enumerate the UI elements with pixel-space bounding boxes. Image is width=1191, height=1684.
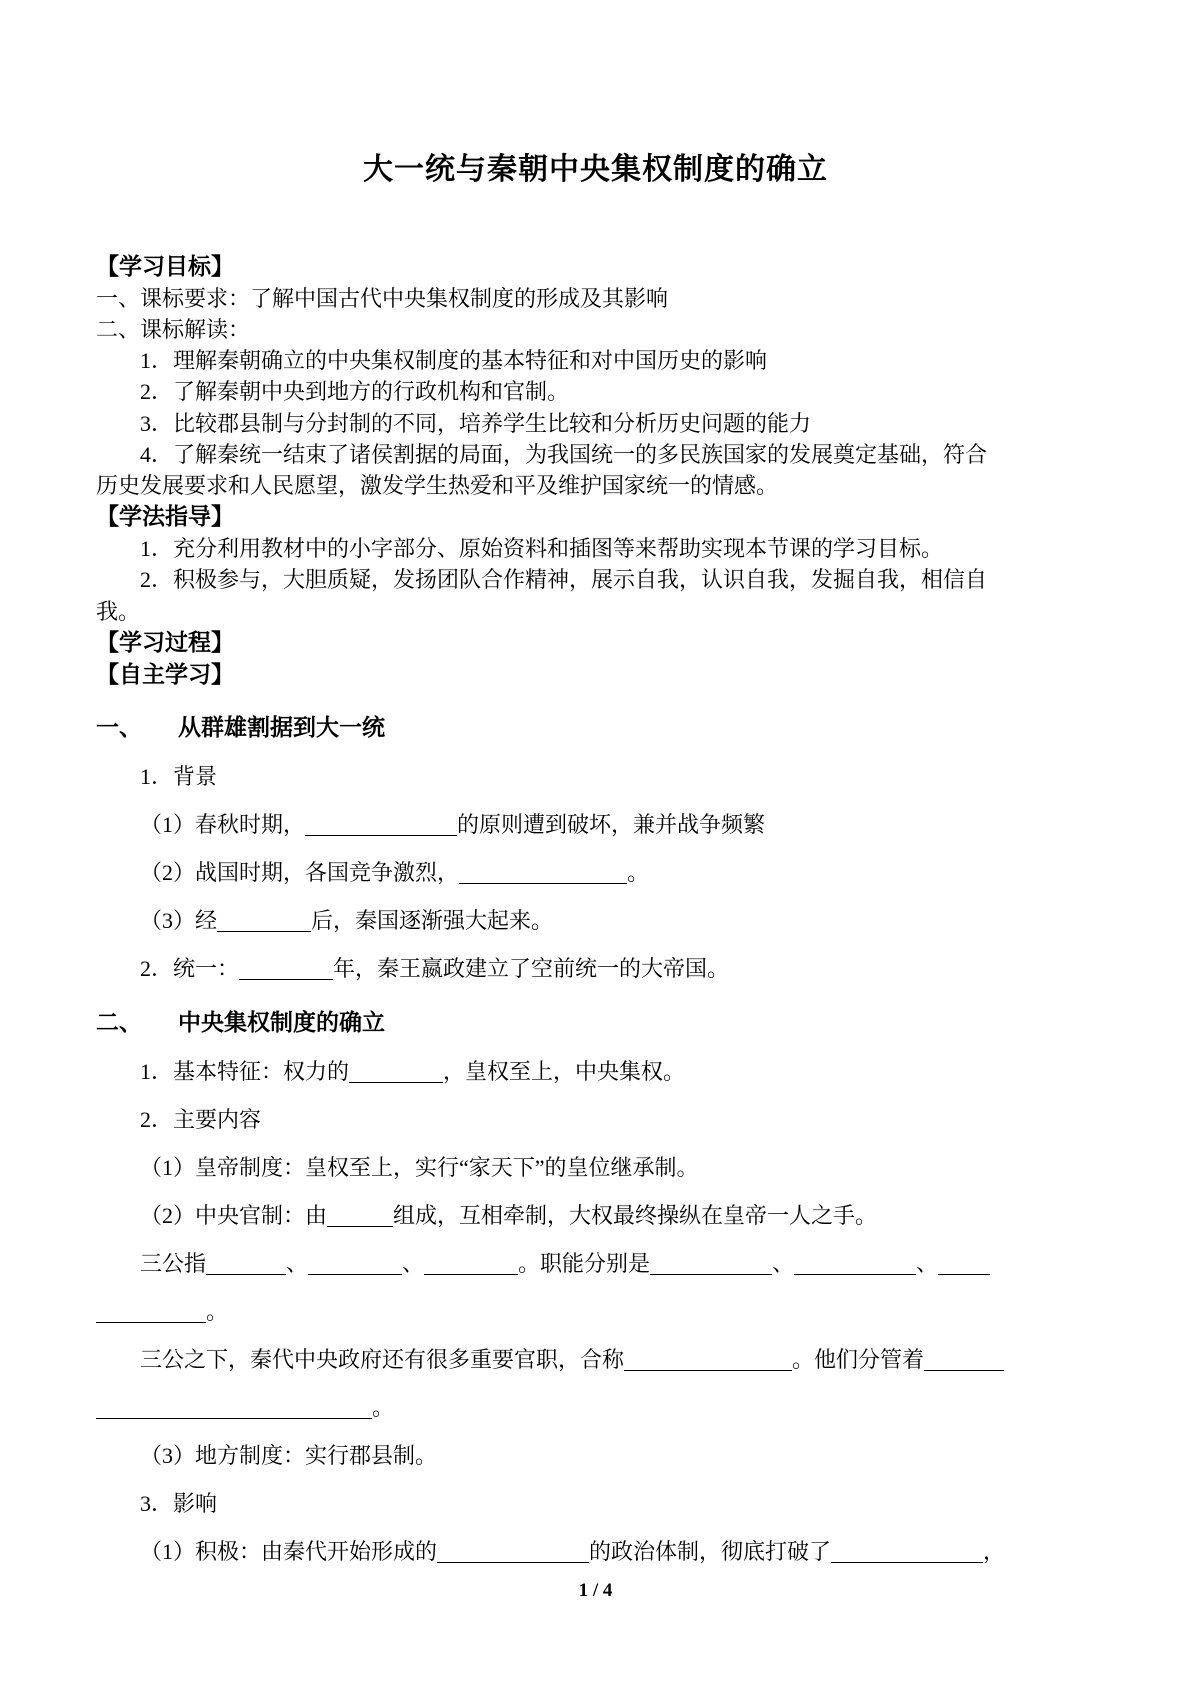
blank-field[interactable] xyxy=(794,1250,916,1274)
blank-field[interactable] xyxy=(305,812,457,836)
part-two-item-1 xyxy=(96,1055,1095,1088)
blank-field[interactable] xyxy=(938,1250,990,1274)
sangong-sep-3: 、 xyxy=(772,1250,795,1276)
spacer-2 xyxy=(96,841,1095,856)
blank-field[interactable] xyxy=(624,1346,792,1370)
sangong-label-2: 。职能分别是 xyxy=(518,1250,651,1276)
blank-field[interactable] xyxy=(650,1250,772,1274)
sangong-label-1: 三公指 xyxy=(140,1250,207,1276)
officials-line xyxy=(96,1343,1095,1376)
blank-field[interactable] xyxy=(924,1346,1004,1370)
objectives-item-4-continuation: 历史发展要求和人民愿望，激发学生热爱和平及维护国家统一的情感。 xyxy=(96,473,779,499)
blank-field[interactable] xyxy=(217,908,311,932)
blank-field[interactable] xyxy=(239,956,333,980)
part-one-sub-1-post: 的原则遭到破坏，兼并战争频繁 xyxy=(457,811,766,837)
blank-field[interactable] xyxy=(308,1250,402,1274)
part-two-item-3-label: 3．影响 xyxy=(140,1490,218,1516)
blank-field[interactable] xyxy=(437,1538,589,1562)
blank-field[interactable] xyxy=(349,1058,443,1082)
part-one-item-2-post: 年，秦王嬴政建立了空前统一的大帝国。 xyxy=(333,955,730,981)
spacer-13 xyxy=(96,1472,1095,1487)
method-guidance-item-1: 1．充分利用教材中的小字部分、原始资料和插图等来帮助实现本节课的学习目标。 xyxy=(140,536,944,562)
spacer-9 xyxy=(96,1280,1095,1295)
spacer-14 xyxy=(96,1520,1095,1535)
part-one-sub-3-post: 后，秦国逐渐强大起来。 xyxy=(311,907,554,933)
part-two-sub-1: （1）皇帝制度：皇权至上，实行“家天下”的皇位继承制。 xyxy=(140,1154,699,1180)
effect-line xyxy=(96,1535,1095,1568)
spacer-7 xyxy=(96,1184,1095,1199)
officials-pre: 三公之下，秦代中央政府还有很多重要官职，合称 xyxy=(140,1346,625,1372)
effect-end: ， xyxy=(983,1538,1006,1564)
part-one-title: 从群雄割据到大一统 xyxy=(178,715,385,741)
objectives-item-1: 1．理解秦朝确立的中央集权制度的基本特征和对中国历史的影响 xyxy=(140,348,768,374)
title-spacer xyxy=(96,189,1095,251)
part-one-sub-2-post: 。 xyxy=(627,859,650,885)
part-two-item-1-pre: 1．基本特征：权力的 xyxy=(140,1058,350,1084)
part-two-sub-2 xyxy=(96,1199,1095,1232)
sangong-sep-1: 、 xyxy=(286,1250,309,1276)
spacer-1 xyxy=(96,793,1095,808)
objectives-line-2: 二、课标解读： xyxy=(96,316,251,342)
spacer-before-part-one xyxy=(96,690,1095,712)
blank-field[interactable] xyxy=(327,1202,393,1226)
part-one-sub-1 xyxy=(96,808,1095,841)
part-one-sub-2 xyxy=(96,856,1095,889)
blank-field[interactable] xyxy=(206,1250,286,1274)
spacer-8 xyxy=(96,1232,1095,1247)
page-footer: 1 / 4 xyxy=(578,1580,613,1601)
blank-field[interactable] xyxy=(96,1394,372,1418)
blank-field[interactable] xyxy=(459,860,627,884)
sangong-sep-4: 、 xyxy=(916,1250,939,1276)
part-two-sub-2-pre: （2）中央官制：由 xyxy=(140,1202,328,1228)
spacer-11 xyxy=(96,1376,1095,1391)
section-heading-self-study: 【自主学习】 xyxy=(96,661,234,687)
officials-mid: 。他们分管着 xyxy=(792,1346,925,1372)
part-one-heading xyxy=(96,712,1095,745)
sangong-cont-end: 。 xyxy=(206,1298,229,1324)
section-heading-process: 【学习过程】 xyxy=(96,629,234,655)
effect-pre: （1）积极：由秦代开始形成的 xyxy=(140,1538,438,1564)
part-one-item-1-label: 1．背景 xyxy=(140,763,218,789)
section-heading-method-guidance: 【学法指导】 xyxy=(96,504,234,530)
spacer-5 xyxy=(96,1088,1095,1103)
spacer-4 xyxy=(96,937,1095,952)
method-guidance-item-2: 2．积极参与，大胆质疑，发扬团队合作精神，展示自我，认识自我，发掘自我，相信自 xyxy=(140,567,988,593)
spacer-10 xyxy=(96,1328,1095,1343)
officials-end: 。 xyxy=(372,1394,395,1420)
spacer-part-two-body xyxy=(96,1040,1095,1055)
sangong-line xyxy=(96,1247,1095,1280)
objectives-item-4: 4．了解秦统一结束了诸侯割据的局面，为我国统一的多民族国家的发展奠定基础，符合 xyxy=(140,441,988,467)
effect-mid: 的政治体制，彻底打破了 xyxy=(589,1538,832,1564)
part-two-item-2-label: 2．主要内容 xyxy=(140,1106,262,1132)
blank-field[interactable] xyxy=(96,1298,206,1322)
sangong-line-continuation xyxy=(96,1295,1095,1328)
part-one-sub-3-pre: （3）经 xyxy=(140,907,218,933)
page-title: 大一统与秦朝中央集权制度的确立 xyxy=(363,153,828,186)
sangong-sep-2: 、 xyxy=(402,1250,425,1276)
objectives-item-3: 3．比较郡县制与分封制的不同，培养学生比较和分析历史问题的能力 xyxy=(140,410,812,436)
part-two-heading xyxy=(96,1007,1095,1040)
part-one-sub-2-pre: （2）战国时期，各国竞争激烈， xyxy=(140,859,460,885)
officials-line-continuation xyxy=(96,1391,1095,1424)
part-two-number: 二、 xyxy=(96,1009,142,1035)
part-two-sub-2-post: 组成，互相牵制，大权最终操纵在皇帝一人之手。 xyxy=(393,1202,878,1228)
objectives-line-1: 一、课标要求：了解中国古代中央集权制度的形成及其影响 xyxy=(96,285,669,311)
spacer-12 xyxy=(96,1424,1095,1439)
part-one-sub-1-pre: （1）春秋时期， xyxy=(140,811,306,837)
spacer-before-part-two xyxy=(96,985,1095,1007)
part-two-item-1-post: ，皇权至上，中央集权。 xyxy=(443,1058,686,1084)
blank-field[interactable] xyxy=(424,1250,518,1274)
section-heading-objectives: 【学习目标】 xyxy=(96,254,234,279)
spacer-part-one-body xyxy=(96,745,1095,760)
objectives-item-2: 2．了解秦朝中央到地方的行政机构和官制。 xyxy=(140,379,570,405)
part-one-number: 一、 xyxy=(96,715,142,741)
part-two-title: 中央集权制度的确立 xyxy=(178,1009,385,1035)
method-guidance-item-2-continuation: 我。 xyxy=(96,598,141,624)
part-two-sub-3: （3）地方制度：实行郡县制。 xyxy=(140,1442,438,1468)
part-one-item-2 xyxy=(96,952,1095,985)
part-one-sub-3 xyxy=(96,904,1095,937)
spacer-6 xyxy=(96,1136,1095,1151)
spacer-3 xyxy=(96,889,1095,904)
blank-field[interactable] xyxy=(831,1538,983,1562)
part-one-item-2-pre: 2．统一： xyxy=(140,955,240,981)
